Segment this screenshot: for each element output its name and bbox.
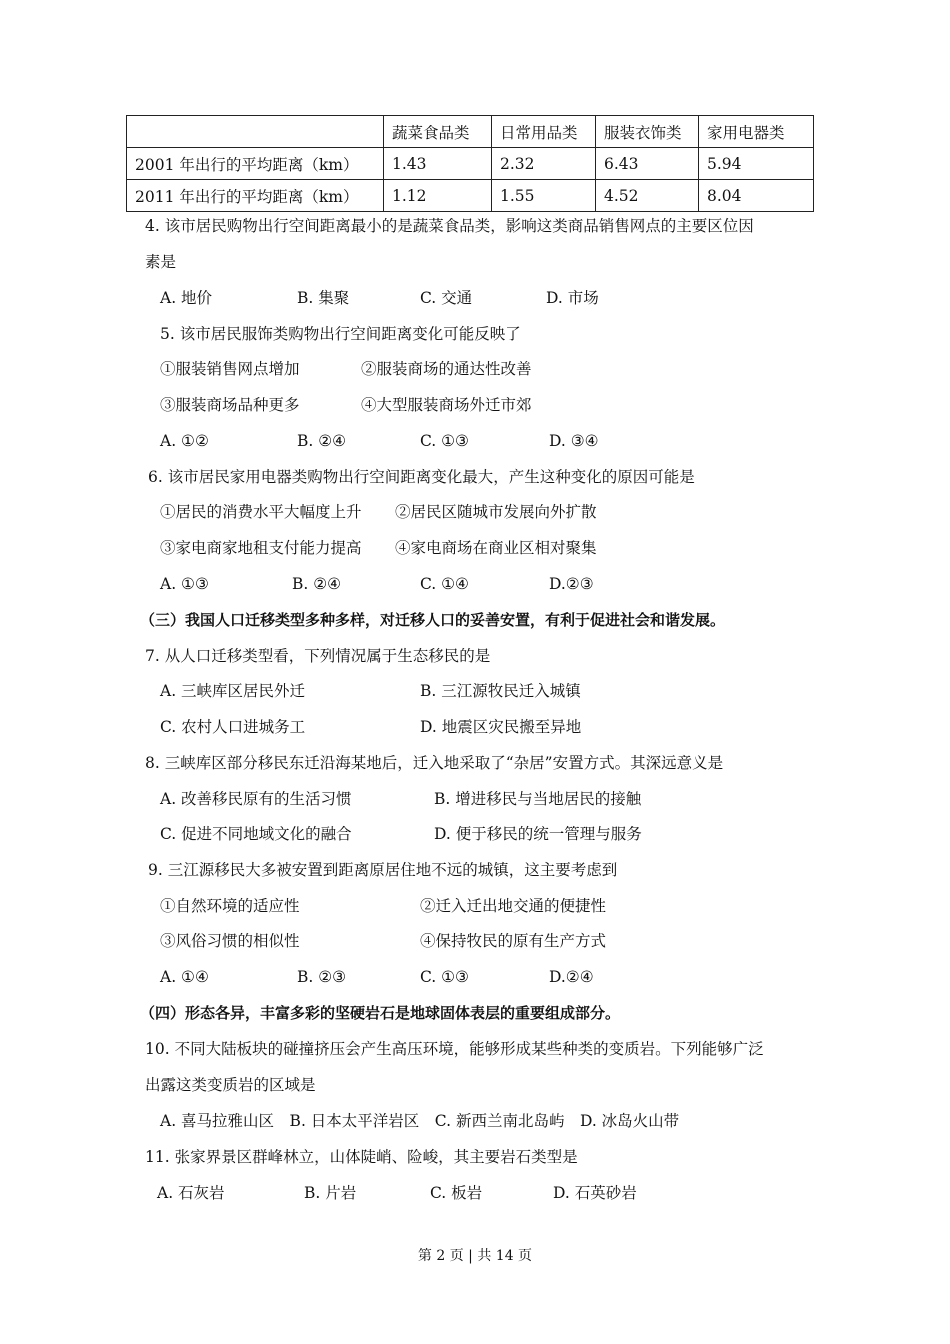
question-4-stem-cont: 素是	[145, 253, 177, 271]
option: A. 三峡库区居民外迁	[160, 682, 306, 700]
option: A. ①③	[160, 575, 209, 593]
option: B. 增进移民与当地居民的接触	[434, 790, 642, 808]
option: B. 三江源牧民迁入城镇	[420, 682, 581, 700]
statement: ④家电商场在商业区相对聚集	[395, 539, 597, 557]
statement: ②服装商场的通达性改善	[361, 360, 532, 378]
option: B. 片岩	[304, 1184, 357, 1202]
section-4-heading: （四）形态各异，丰富多彩的坚硬岩石是地球固体表层的重要组成部分。	[140, 1004, 621, 1022]
option: C. ①④	[420, 575, 469, 593]
table-cell: 1.12	[384, 180, 492, 212]
table-header-cell: 家用电器类	[699, 116, 814, 148]
table-cell: 5.94	[699, 148, 814, 180]
option: A. 改善移民原有的生活习惯	[160, 790, 352, 808]
option: D. 石英砂岩	[553, 1184, 637, 1202]
table-cell: 2001 年出行的平均距离（km）	[127, 148, 384, 180]
option: C. 农村人口进城务工	[160, 718, 306, 736]
question-4-stem: 4. 该市居民购物出行空间距离最小的是蔬菜食品类，影响这类商品销售网点的主要区位因	[145, 217, 754, 235]
statement: ②迁入迁出地交通的便捷性	[420, 897, 607, 915]
statement: ①服装销售网点增加	[160, 360, 300, 378]
statement: ①自然环境的适应性	[160, 897, 300, 915]
option: C. ①③	[420, 432, 469, 450]
question-10-stem: 10. 不同大陆板块的碰撞挤压会产生高压环境，能够形成某些种类的变质岩。下列能够广泛	[145, 1040, 764, 1058]
option: A. ①④	[160, 968, 209, 986]
option: C. ①③	[420, 968, 469, 986]
question-6-stem: 6. 该市居民家用电器类购物出行空间距离变化最大，产生这种变化的原因可能是	[148, 468, 695, 486]
option: D.②④	[549, 968, 594, 986]
statement: ③服装商场品种更多	[160, 396, 300, 414]
option: D.②③	[549, 575, 594, 593]
table-header-cell: 服装衣饰类	[596, 116, 699, 148]
table-cell: 8.04	[699, 180, 814, 212]
table-cell: 1.55	[492, 180, 596, 212]
table-row	[127, 180, 814, 212]
question-9-stem: 9. 三江源移民大多被安置到距离原居住地不远的城镇，这主要考虑到	[148, 861, 618, 879]
table-header-cell: 蔬菜食品类	[384, 116, 492, 148]
statement: ①居民的消费水平大幅度上升	[160, 503, 362, 521]
statement: ②居民区随城市发展向外扩散	[395, 503, 597, 521]
option: C. 板岩	[430, 1184, 483, 1202]
options-line: A. 喜马拉雅山区 B. 日本太平洋岩区 C. 新西兰南北岛屿 D. 冰岛火山带	[160, 1112, 680, 1130]
question-10-stem-cont: 出露这类变质岩的区域是	[145, 1076, 316, 1094]
table-header-cell	[127, 116, 384, 148]
option: D. 地震区灾民搬至异地	[420, 718, 582, 736]
table-cell: 4.52	[596, 180, 699, 212]
option: D. ③④	[549, 432, 599, 450]
option: A. 石灰岩	[157, 1184, 225, 1202]
option: A. ①②	[160, 432, 209, 450]
option: A. 地价	[160, 289, 213, 307]
question-11-stem: 11. 张家界景区群峰林立，山体陡峭、险峻，其主要岩石类型是	[145, 1148, 578, 1166]
page-footer: 第 2 页 | 共 14 页	[417, 1248, 533, 1264]
section-3-heading: （三）我国人口迁移类型多种多样，对迁移人口的妥善安置，有利于促进社会和谐发展。	[140, 611, 726, 629]
option: D. 便于移民的统一管理与服务	[434, 825, 642, 843]
table-cell: 6.43	[596, 148, 699, 180]
question-8-stem: 8. 三峡库区部分移民东迁沿海某地后，迁入地采取了“杂居”安置方式。其深远意义是	[145, 754, 724, 772]
statement: ③风俗习惯的相似性	[160, 932, 300, 950]
option: D. 市场	[546, 289, 599, 307]
option: B. ②④	[292, 575, 342, 593]
distance-table	[126, 115, 814, 212]
statement: ③家电商家地租支付能力提高	[160, 539, 362, 557]
table-cell: 2011 年出行的平均距离（km）	[127, 180, 384, 212]
option: B. ②④	[297, 432, 347, 450]
table-header-row	[127, 116, 814, 148]
question-5-stem: 5. 该市居民服饰类购物出行空间距离变化可能反映了	[160, 325, 521, 343]
option: C. 交通	[420, 289, 473, 307]
table-cell: 2.32	[492, 148, 596, 180]
option: C. 促进不同地域文化的融合	[160, 825, 352, 843]
question-7-stem: 7. 从人口迁移类型看，下列情况属于生态移民的是	[145, 647, 491, 665]
option: B. ②③	[297, 968, 347, 986]
table-header-cell: 日常用品类	[492, 116, 596, 148]
table-row	[127, 148, 814, 180]
statement: ④保持牧民的原有生产方式	[420, 932, 607, 950]
table-cell: 1.43	[384, 148, 492, 180]
statement: ④大型服装商场外迁市郊	[361, 396, 532, 414]
option: B. 集聚	[297, 289, 350, 307]
